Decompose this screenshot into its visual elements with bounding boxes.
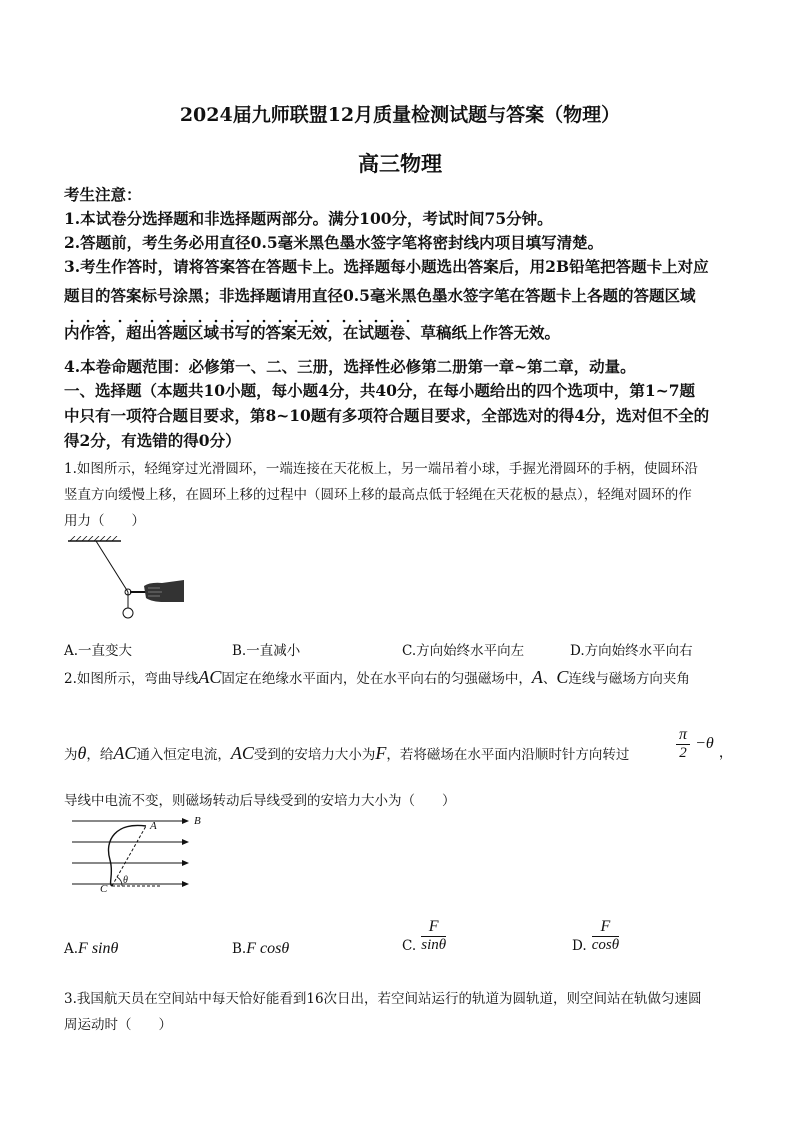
q2-text: 、 — [542, 671, 557, 687]
q3-line-2: 周运动时（ ） — [64, 1017, 172, 1033]
q2-var-f: F — [375, 743, 387, 763]
notice-line-3c: 内作答，超出答题区域书写的答案无效，在试题卷、草稿纸上作答无效。 — [64, 323, 561, 342]
q2-option-d[interactable] — [572, 918, 619, 954]
q2-text: 2.如图所示，弯曲导线 — [64, 671, 199, 687]
q1-figure — [66, 536, 191, 626]
q2-text: 固定在绝缘水平面内，处在水平向右的匀强磁场中， — [221, 671, 532, 687]
section-line-2: 中只有一项符合题目要求，第8~10题有多项符合题目要求，全部选对的得4分，选对但不全的 — [64, 406, 710, 425]
notice-line-3a: 3.考生作答时，请将答案答在答题卡上。选择题每小题选出答案后，用2B铅笔把答题卡上对应 — [64, 257, 709, 276]
q2-var-c: C — [556, 667, 569, 687]
q2-option-d-label: D. — [572, 938, 587, 954]
q2-frac-den: 2 — [679, 745, 687, 761]
q2-line-1 — [64, 664, 740, 692]
q2-frac-num: π — [676, 726, 690, 745]
q2-option-c-den: sinθ — [421, 937, 447, 953]
q2-text: ，若将磁场在水平面内沿顺时针方向转过 — [386, 747, 630, 763]
q2-option-b-expr: F cosθ — [246, 940, 290, 957]
q2-option-c-label: C. — [402, 938, 417, 954]
q2-option-c[interactable] — [402, 918, 446, 954]
q2-var-ac: AC — [198, 667, 222, 687]
q2-option-b[interactable] — [232, 938, 289, 958]
q2-text: 连线与磁场方向夹角 — [568, 671, 690, 687]
q2-var-ac: AC — [230, 743, 254, 763]
q2-option-d-num: F — [592, 918, 619, 937]
q2-text: 为 — [64, 747, 78, 763]
q2-option-d-den: cosθ — [591, 937, 620, 953]
q2-option-b-label: B. — [232, 941, 247, 957]
q2-comma: ， — [718, 745, 733, 761]
q3-line-1: 3.我国航天员在空间站中每天恰好能看到16次日出，若空间站运行的轨道为圆轨道，则空间站在轨做匀速圆 — [64, 991, 702, 1007]
fig-label-theta: θ — [123, 875, 128, 886]
q2-text: ，给 — [86, 747, 114, 763]
notice-line-4: 4.本卷命题范围：必修第一、二、三册，选择性必修第二册第一章~第二章，动量。 — [64, 357, 636, 376]
q2-rotation-fraction — [676, 726, 733, 762]
section-line-3: 得2分，有选错的得0分） — [64, 431, 241, 450]
q2-option-a-label: A. — [64, 941, 79, 957]
q2-var-a: A — [531, 667, 543, 687]
q2-option-a-expr: F sinθ — [78, 940, 119, 957]
q2-var-ac: AC — [113, 743, 137, 763]
q2-text: 受到的安培力大小为 — [253, 747, 376, 763]
q2-frac-tail: −θ — [695, 735, 714, 752]
notice-heading: 考生注意： — [64, 185, 142, 204]
emphasis-dots — [64, 310, 424, 318]
q1-option-b[interactable]: B.一直减小 — [232, 643, 301, 659]
fig-label-c: C — [100, 883, 108, 895]
notice-line-1: 1.本试卷分选择题和非选择题两部分。满分100分，考试时间75分钟。 — [64, 209, 553, 228]
q2-line-3: 导线中电流不变，则磁场转动后导线受到的安培力大小为（ ） — [64, 793, 456, 809]
q2-text: 通入恒定电流， — [136, 747, 231, 763]
q2-var-theta: θ — [77, 743, 87, 763]
q1-line-1: 1.如图所示，轻绳穿过光滑圆环，一端连接在天花板上，另一端吊着小球，手握光滑圆环的手柄，使圆环沿 — [64, 461, 698, 477]
q2-figure — [66, 812, 216, 896]
q2-option-c-num: F — [421, 918, 446, 937]
q1-option-d[interactable]: D.方向始终水平向右 — [570, 643, 693, 659]
fig-label-b: B — [194, 815, 201, 827]
q2-line-2 — [64, 740, 740, 768]
page-title: 2024届九师联盟12月质量检测试题与答案（物理） — [179, 104, 621, 126]
q1-option-a[interactable]: A.一直变大 — [64, 643, 133, 659]
notice-line-2: 2.答题前，考生务必用直径0.5毫米黑色墨水签字笔将密封线内项目填写清楚。 — [64, 233, 604, 252]
q1-option-c[interactable]: C.方向始终水平向左 — [402, 643, 525, 659]
q1-line-3: 用力（ ） — [64, 513, 145, 529]
notice-line-3b: 题目的答案标号涂黑；非选择题请用直径0.5毫米黑色墨水签字笔在答题卡上各题的答题区域 — [64, 286, 696, 305]
fig-label-a: A — [150, 820, 157, 832]
section-line-1: 一、选择题（本题共10小题，每小题4分，共40分，在每小题给出的四个选项中，第1~7题 — [64, 381, 695, 400]
page-subtitle: 高三物理 — [358, 151, 442, 176]
q1-line-2: 竖直方向缓慢上移，在圆环上移的过程中（圆环上移的最高点低于轻绳在天花板的悬点），轻绳对圆环的作 — [64, 487, 692, 503]
q2-option-a[interactable] — [64, 938, 118, 958]
